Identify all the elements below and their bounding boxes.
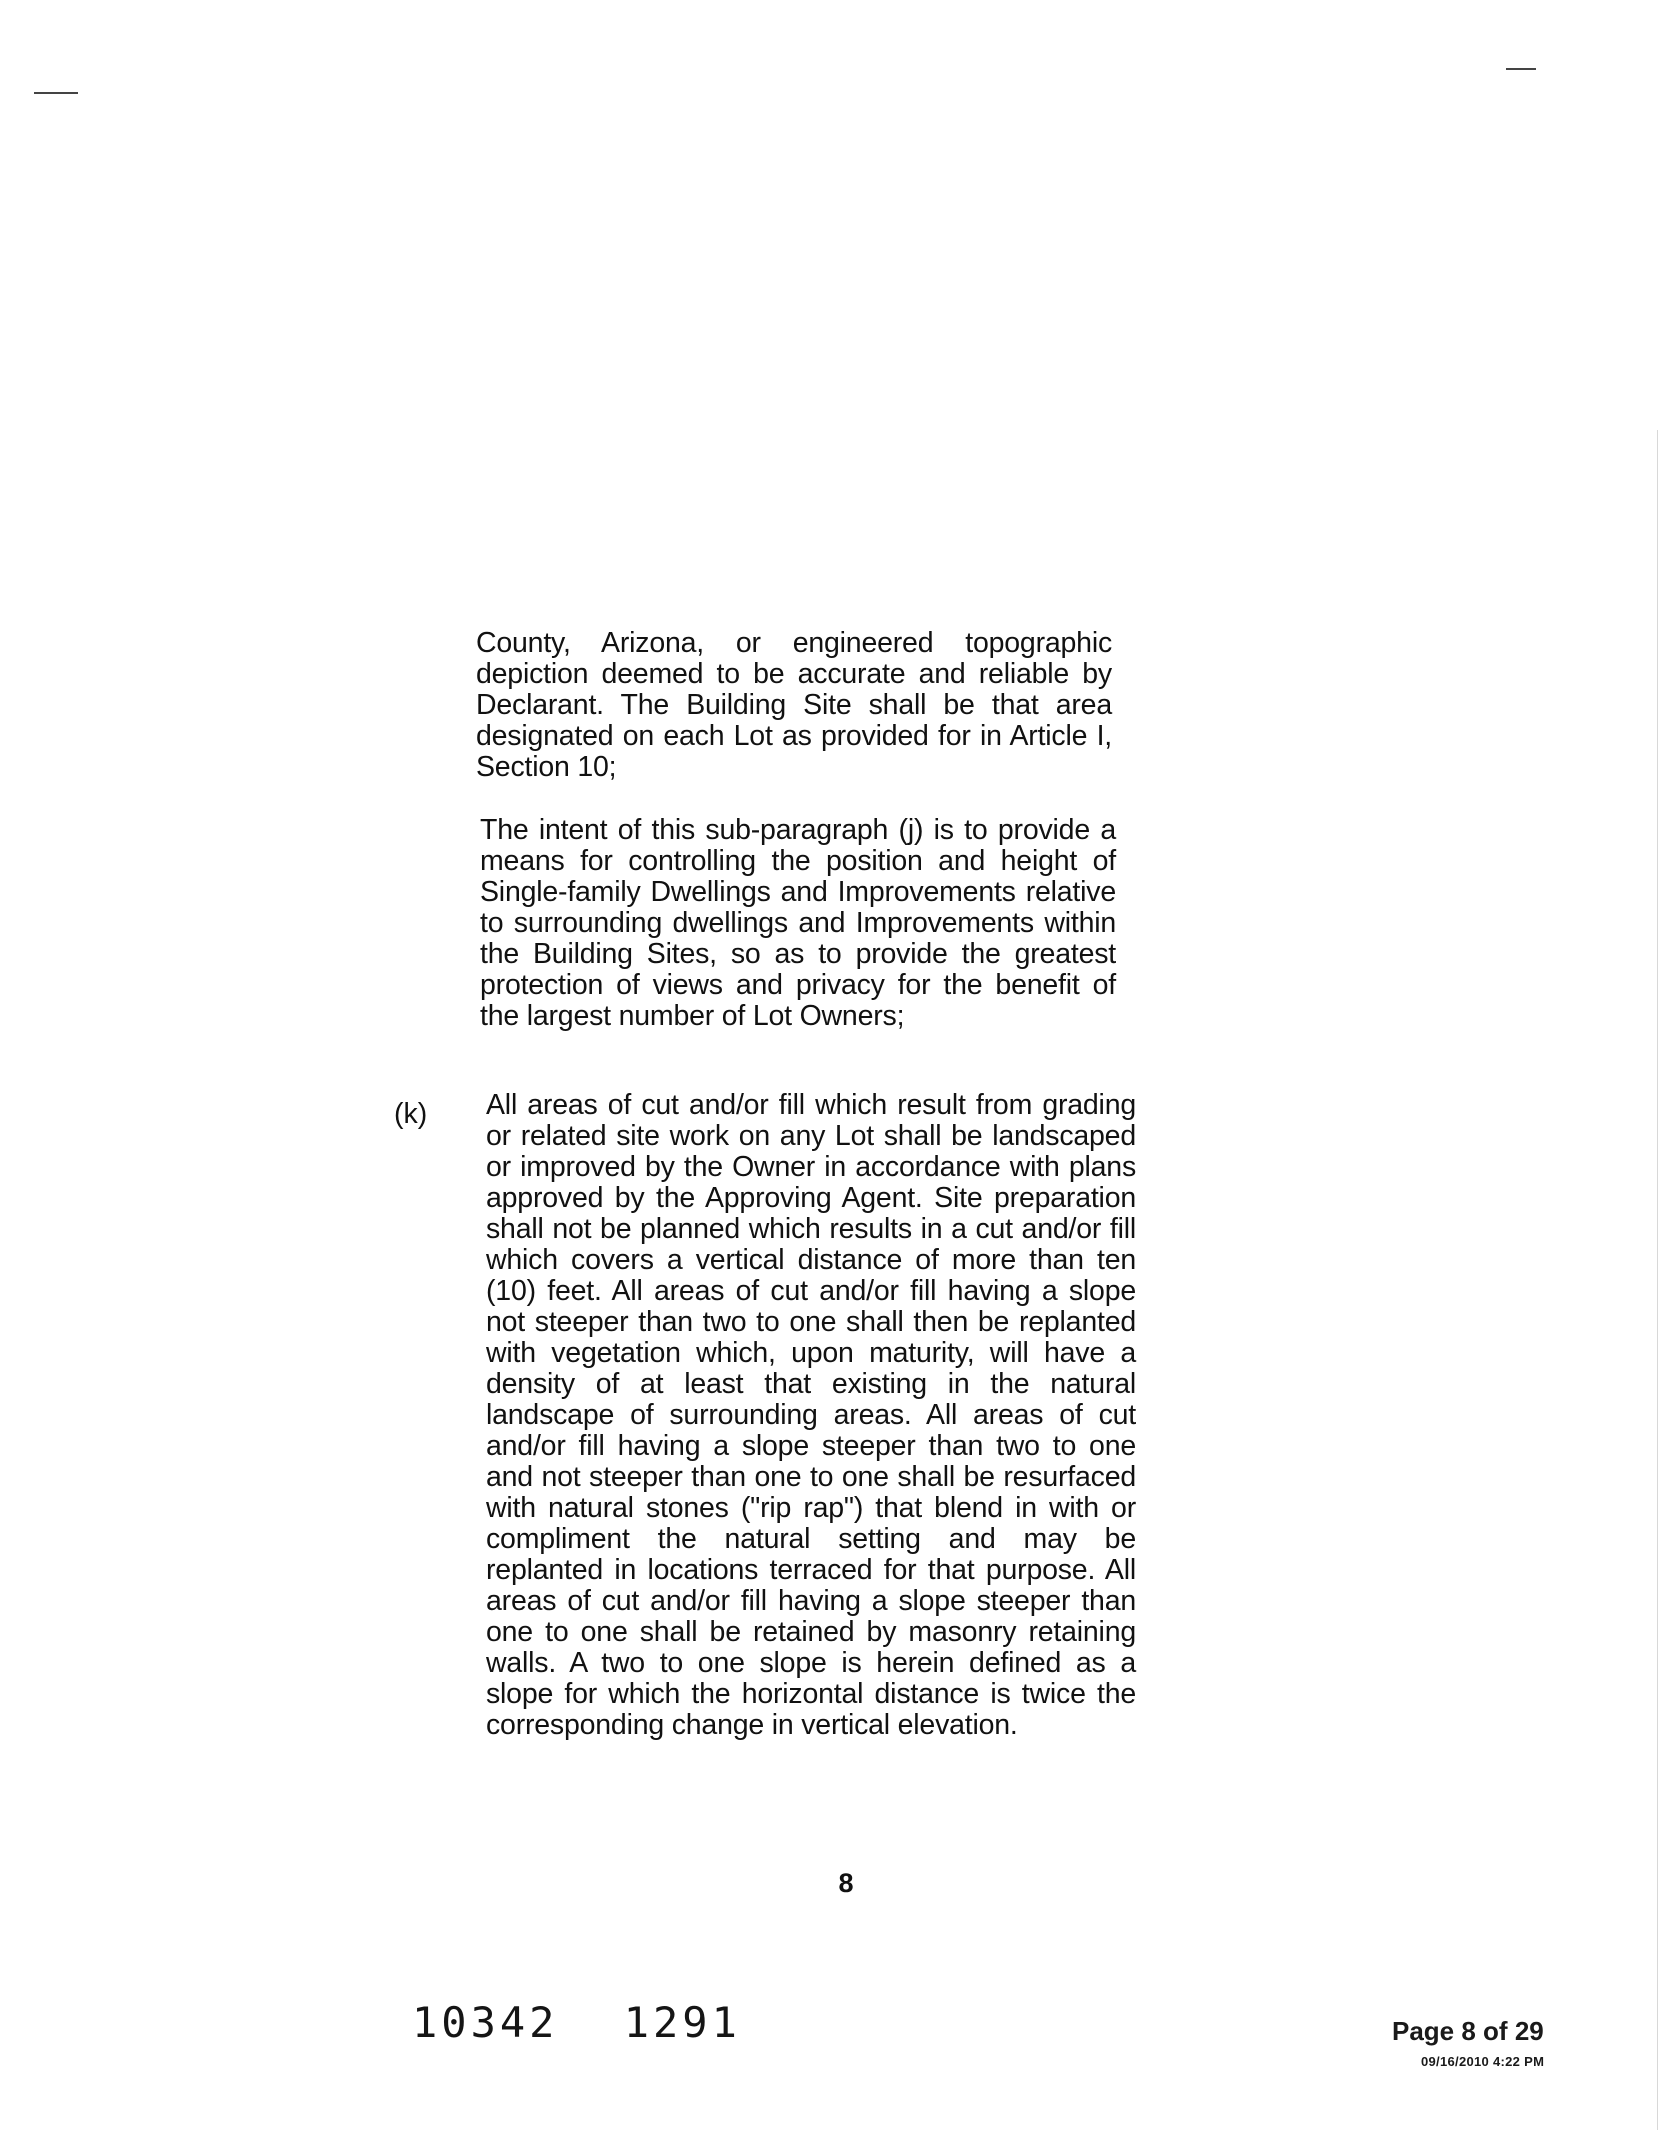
timestamp-label: 09/16/2010 4:22 PM [1421, 2054, 1545, 2069]
page-of-label: Page 8 of 29 [1392, 2016, 1544, 2046]
continuation-paragraph-text: County, Arizona, or engineered topographic depiction deemed to be accurate and reliable by Declarant. The Building Site shall be that area designated on each Lot as provided for in Article I, Section 10; [476, 627, 1112, 783]
item-k-text: All areas of cut and/or fill which result from grading or related site work on any Lot shall be landscaped or improved by the Owner in accordance with plans approved by the Approving Agent. Site preparation shall not be planned which results in a cut and/or fill which covers a vertical distance of more than ten (10) feet. All areas of cut and/or fill having a slope not steeper than two to one shall then be replanted with vegetation which, upon maturity, will have a density of at least that existing in the natural landscape of surrounding areas. All areas of cut and/or fill having a slope steeper than two to one and not steeper than one to one shall be resurfaced with natural stones ("rip rap") that blend in with or compliment the natural setting and may be replanted in locations terraced for that purpose. All areas of cut and/or fill having a slope steeper than one to one shall be retained by masonry retaining walls. A two to one slope is herein defined as a slope for which the horizontal distance is twice the corresponding change in vertical elevation. [486, 1089, 1136, 1741]
intent-paragraph [480, 815, 1116, 1032]
page-number: 8 [838, 1868, 854, 1898]
scan-artifact-right [1506, 68, 1536, 70]
recording-numbers-stamp: 10342 1291 [412, 1998, 741, 2047]
item-k-paragraph [486, 1090, 1136, 1741]
item-k-marker: (k) [394, 1098, 428, 1130]
intent-paragraph-text: The intent of this sub-paragraph (j) is to provide a means for controlling the position and height of Single-family Dwellings and Improvements relative to surrounding dwellings and Improvements within the Building Sites, so as to provide the greatest protection of views and privacy for the benefit of the largest number of Lot Owners; [480, 814, 1116, 1032]
scan-artifact-left [34, 92, 78, 94]
continuation-paragraph [476, 628, 1112, 783]
